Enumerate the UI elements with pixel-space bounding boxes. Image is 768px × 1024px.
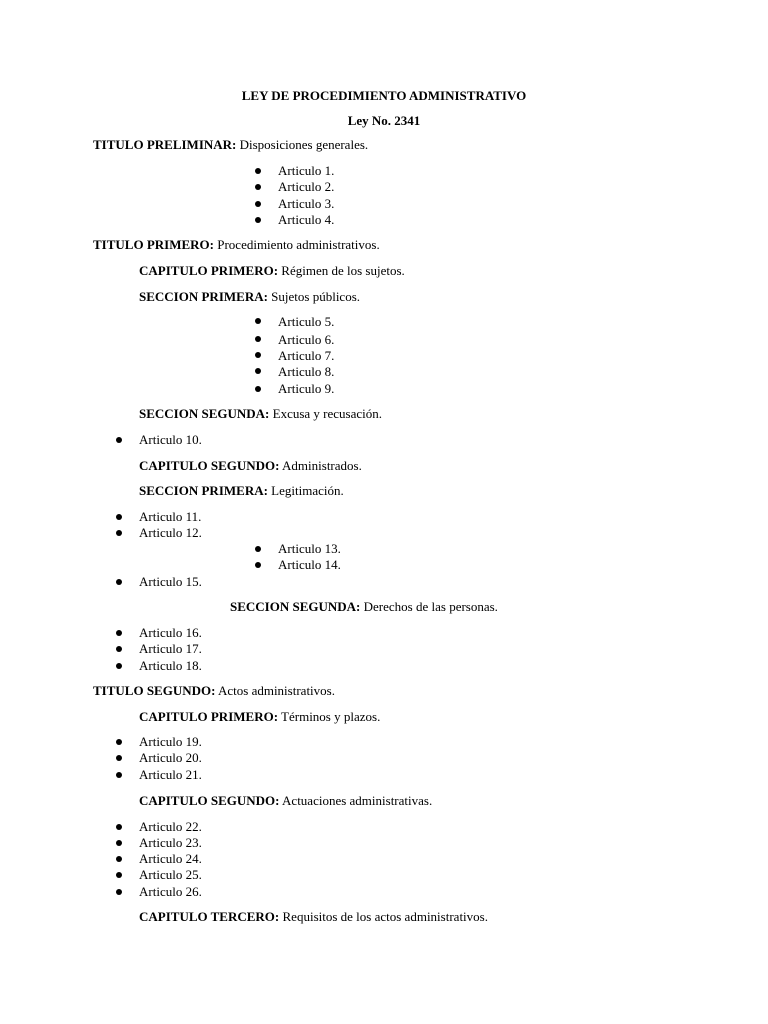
list-item: Articulo 17. [139,641,202,656]
heading-capitulo-primero [139,263,405,279]
heading-text: Sujetos públicos. [267,289,361,304]
list-item: Articulo 25. [139,867,202,882]
bullet-icon [116,514,122,520]
list-item: Articulo 11. [139,509,202,524]
bullet-icon [255,336,261,342]
list-item: Articulo 14. [278,557,341,572]
bullet-icon [255,352,261,358]
bullet-icon [116,437,122,443]
list-item: Articulo 20. [139,750,202,765]
heading-text: Administrados. [279,458,362,473]
bullet-icon [255,368,261,374]
bullet-icon [255,562,261,568]
bullet-icon [255,546,261,552]
bullet-icon [116,872,122,878]
heading-text: Excusa y recusación. [269,406,383,421]
heading-capitulo-tercero [139,909,488,925]
heading-label: CAPITULO TERCERO: [139,909,280,924]
heading-text: Disposiciones generales. [236,137,369,152]
bullet-icon [116,824,122,830]
list-item: Articulo 13. [278,541,341,556]
bullet-icon [255,217,261,223]
list-item: Articulo 21. [139,767,202,782]
heading-label: TITULO PRELIMINAR: [93,137,237,152]
heading-seccion-primera [139,289,360,305]
bullet-icon [116,530,122,536]
list-item: Articulo 15. [139,574,202,589]
list-item: Articulo 2. [278,179,335,194]
list-item: Articulo 4. [278,212,335,227]
list-item: Articulo 8. [278,364,335,379]
heading-label: CAPITULO PRIMERO: [139,709,279,724]
bullet-icon [255,201,261,207]
bullet-icon [255,386,261,392]
bullet-icon [116,663,122,669]
bullet-icon [116,889,122,895]
list-item: Articulo 3. [278,196,335,211]
list-item: Articulo 9. [278,381,335,396]
heading-text: Actuaciones administrativas. [279,793,433,808]
bullet-icon [116,630,122,636]
heading-capitulo-segundo [139,793,432,809]
heading-seccion-primera [139,483,344,499]
heading-label: CAPITULO SEGUNDO: [139,458,280,473]
bullet-icon [255,168,261,174]
heading-text: Procedimiento administrativos. [213,237,380,252]
bullet-icon [255,184,261,190]
bullet-icon [116,755,122,761]
document-title: LEY DE PROCEDIMIENTO ADMINISTRATIVO [241,88,527,103]
bullet-icon [116,856,122,862]
heading-text: Legitimación. [267,483,344,498]
bullet-icon [116,739,122,745]
list-item: Articulo 5. [278,314,335,329]
list-item: Articulo 10. [139,432,202,447]
bullet-icon [116,579,122,585]
heading-seccion-segunda [139,406,382,422]
list-item: Articulo 22. [139,819,202,834]
heading-text: Términos y plazos. [278,709,381,724]
heading-label: TITULO PRIMERO: [93,237,214,252]
list-item: Articulo 23. [139,835,202,850]
heading-titulo-primero [93,237,380,253]
heading-label: SECCION PRIMERA: [139,289,268,304]
heading-titulo-segundo [93,683,335,699]
heading-label: SECCION SEGUNDA: [230,599,361,614]
bullet-icon [116,840,122,846]
document-subtitle: Ley No. 2341 [347,113,421,128]
heading-capitulo-primero [139,709,380,725]
list-item: Articulo 24. [139,851,202,866]
list-item: Articulo 18. [139,658,202,673]
heading-titulo-preliminar [93,137,368,153]
heading-seccion-segunda [230,599,498,615]
list-item: Articulo 19. [139,734,202,749]
list-item: Articulo 6. [278,332,335,347]
bullet-icon [255,318,261,324]
list-item: Articulo 16. [139,625,202,640]
heading-text: Requisitos de los actos administrativos. [279,909,488,924]
list-item: Articulo 7. [278,348,335,363]
list-item: Articulo 1. [278,163,335,178]
list-item: Articulo 26. [139,884,202,899]
heading-text: Actos administrativos. [215,683,335,698]
heading-label: TITULO SEGUNDO: [93,683,216,698]
bullet-icon [116,772,122,778]
heading-label: SECCION SEGUNDA: [139,406,270,421]
list-item: Articulo 12. [139,525,202,540]
bullet-icon [116,646,122,652]
heading-label: CAPITULO SEGUNDO: [139,793,280,808]
heading-label: SECCION PRIMERA: [139,483,268,498]
heading-label: CAPITULO PRIMERO: [139,263,279,278]
heading-text: Régimen de los sujetos. [278,263,405,278]
heading-text: Derechos de las personas. [360,599,498,614]
heading-capitulo-segundo [139,458,362,474]
